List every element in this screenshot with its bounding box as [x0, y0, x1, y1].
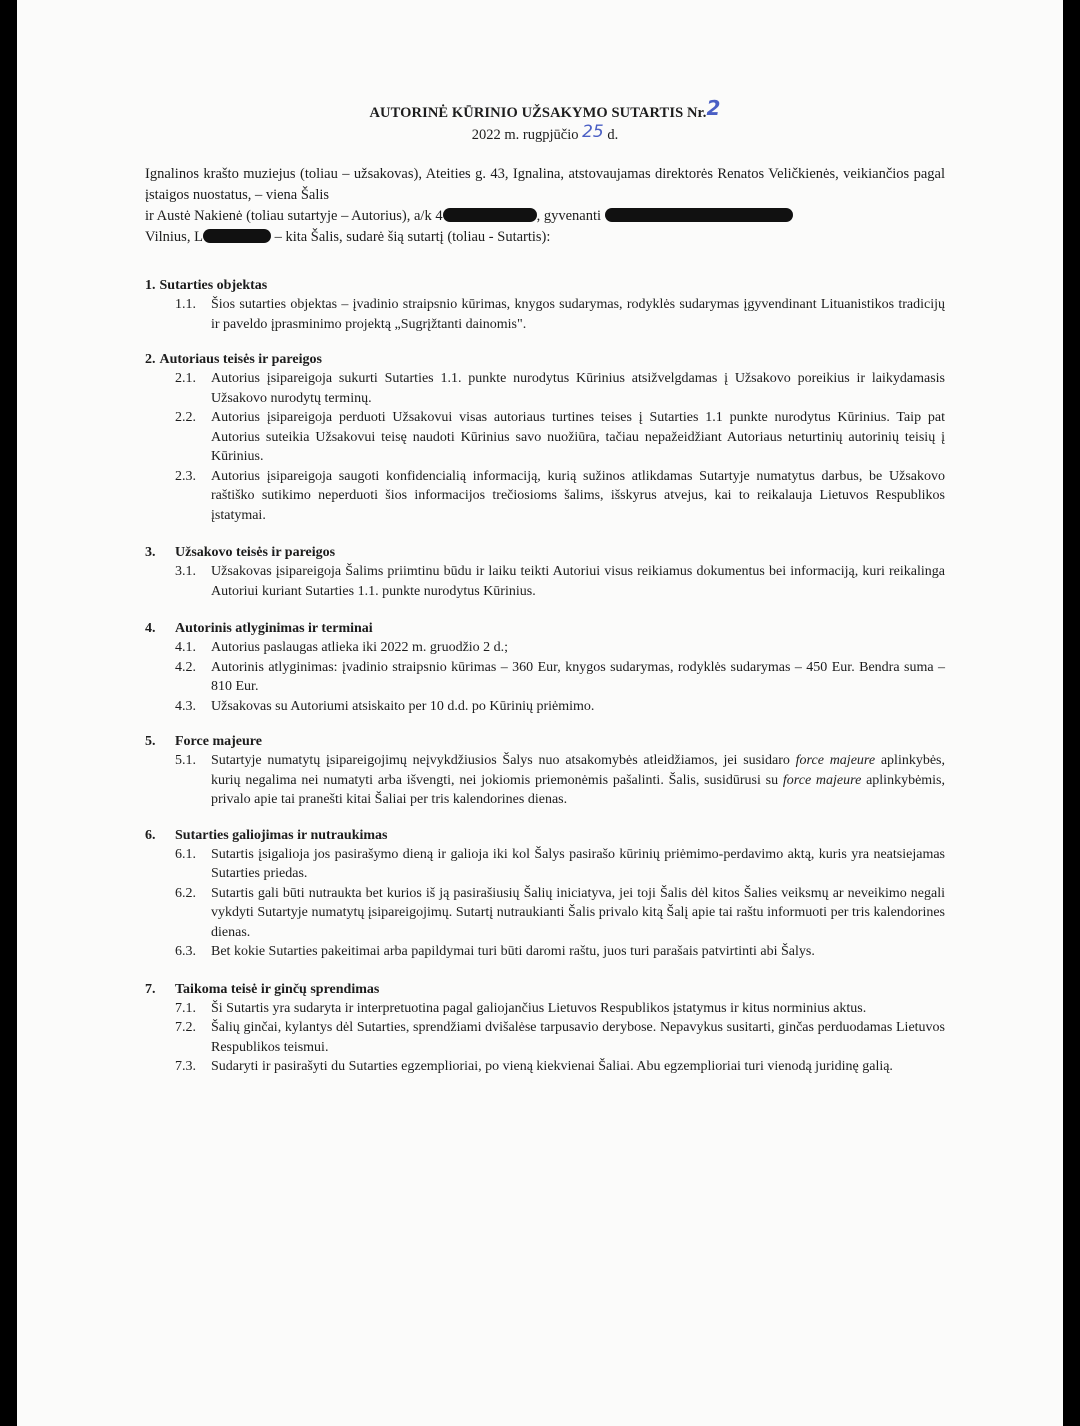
- section-6: [145, 826, 945, 962]
- italic-term: force majeure: [795, 753, 876, 768]
- clause: [175, 845, 945, 884]
- party-author-text: ir Austė Nakienė (toliau sutartyje – Autorius), a/k 4: [145, 208, 443, 224]
- date-suffix: d.: [607, 127, 619, 143]
- section-heading: Sutarties galiojimas ir nutraukimas: [175, 827, 388, 843]
- section-7: [145, 980, 945, 1077]
- clause-text: Sudaryti ir pasirašyti du Sutarties egzemplioriai, po vieną kiekvienai Šaliai. Abu egzemplioriai turi vienodą juridinę galią.: [211, 1059, 893, 1074]
- section-heading: Taikoma teisė ir ginčų sprendimas: [175, 981, 380, 997]
- clause: [175, 751, 945, 810]
- document-title: [145, 96, 945, 123]
- party-author: [145, 206, 945, 227]
- clause-number: 4.1.: [175, 640, 196, 655]
- section-heading: Užsakovo teisės ir pareigos: [175, 545, 336, 560]
- clause: [175, 295, 945, 334]
- clause-text: Autorius paslaugas atlieka iki 2022 m. gruodžio 2 d.;: [211, 640, 509, 655]
- redacted-street: [203, 229, 271, 243]
- clause-number: 7.3.: [175, 1059, 196, 1074]
- clause: [175, 369, 945, 408]
- party-closing: – kita Šalis, sudarė šią sutartį (toliau - Sutartis):: [274, 229, 551, 245]
- clause: [175, 467, 945, 526]
- clause-text: Sutartyje numatytų įsipareigojimų neįvykdžiusios Šalys nuo atsakomybės atleidžiamos, jei susidaro force majeure aplinkybės, kurių negalima nei numatyti arba išvengti, nei jokiomis priemonėmis pašalinti. Šalis, susidūrusi su force majeure aplinkybėmis, privalo apie tai pranešti kitai Šaliai per tris kalendorines dienas.: [211, 753, 946, 807]
- clause-number: 5.1.: [175, 753, 196, 768]
- clause-number: 1.1.: [175, 297, 196, 312]
- clause-text: Šios sutarties objektas – įvadinio straipsnio kūrimas, knygos sudarymas, rodyklės sudarymas įgyvendinant Lituanistikos tradicijų ir paveldo įprasminimo projektą „Sugrįžtanti dainomis".: [211, 297, 945, 332]
- clause: [175, 942, 945, 962]
- section-title: [145, 350, 945, 369]
- clause-text: Bet kokie Sutarties pakeitimai arba papildymai turi būti daromi raštu, juos turi parašais patvirtinti abi Šalys.: [211, 944, 815, 959]
- clause-text: Sutartis gali būti nutraukta bet kurios iš ją pasirašiusių Šalių iniciatyva, jei toji Šalis dėl kitos Šalies veiksmų ar neveikimo negali vykdyti Sutartyje numatytų įsipareigojimų. Sutartį nutraukianti Šalis privalo kitą Šalį apie tai raštu informuoti per tris kalendorines dienas.: [211, 885, 945, 940]
- clause-number: 6.3.: [175, 944, 196, 959]
- clause-number: 6.1.: [175, 846, 196, 862]
- clause-number: 4.3.: [175, 698, 196, 714]
- section-3: [145, 543, 945, 601]
- clause: [175, 697, 945, 717]
- redacted-address: [605, 208, 793, 222]
- section-number: 4.: [145, 621, 156, 636]
- clause: [175, 562, 945, 601]
- section-number: 3.: [145, 545, 156, 560]
- section-1: [145, 276, 945, 334]
- party-author-city-text: Vilnius, L: [145, 229, 203, 245]
- clause: [175, 408, 945, 467]
- section-number: 2.: [145, 352, 156, 367]
- clause: [175, 638, 945, 658]
- section-number: 5.: [145, 734, 156, 749]
- document-page: [17, 0, 1063, 1426]
- clause-number: 4.2.: [175, 659, 196, 675]
- italic-term: force majeure: [782, 772, 862, 788]
- section-title: [145, 276, 945, 295]
- section-heading: Autorinis atlyginimas ir terminai: [175, 621, 373, 636]
- party-customer: Ignalinos krašto muziejus (toliau – užsakovas), Ateities g. 43, Ignalina, atstovaujamas direktorės Renatos Veličkienės, veikiančios pagal įstaigos nuostatus, – viena Šalis: [145, 166, 945, 203]
- section-number: 1.: [145, 278, 156, 293]
- clause: [175, 999, 945, 1019]
- section-heading: Autoriaus teisės ir pareigos: [159, 352, 322, 367]
- clause-text: Užsakovas su Autoriumi atsiskaito per 10 d.d. po Kūrinių priėmimo.: [211, 698, 595, 714]
- section-items: [175, 638, 945, 716]
- clause: [175, 1057, 945, 1077]
- section-heading: Force majeure: [175, 734, 262, 749]
- clause-text: Sutartis įsigalioja jos pasirašymo dieną ir galioja iki kol Šalys pasirašo kūrinių priėmimo-perdavimo aktą, kuris yra neatsiejamas Sutarties priedas.: [211, 846, 945, 881]
- section-heading: Sutarties objektas: [159, 278, 268, 293]
- clause: [175, 658, 945, 697]
- clause-text: Šalių ginčai, kylantys dėl Sutarties, sprendžiami dvišalėse tarpusavio derybose. Nepavykus susitarti, ginčas perduodamas Lietuvos Respublikos teismui.: [211, 1020, 945, 1055]
- section-items: [175, 751, 945, 810]
- clause: [175, 1018, 945, 1057]
- clause-number: 7.2.: [175, 1020, 196, 1035]
- clause-text: Autorinis atlyginimas: įvadinio straipsnio kūrimas – 360 Eur, knygos sudarymas, rodyklės sudarymas – 450 Eur. Bendra suma – 810 Eur.: [211, 659, 945, 694]
- clause-number: 2.3.: [175, 468, 196, 484]
- document-date: [145, 123, 945, 146]
- sections-container: [145, 276, 945, 1077]
- section-5: [145, 732, 945, 810]
- clause-text: Užsakovas įsipareigoja Šalims priimtinu būdu ir laiku teikti Autoriui visus reikiamus dokumentus bei informaciją, kuri reikalinga Autoriui kuriant Sutarties 1.1. punkte nurodytus Kūrinius.: [211, 564, 945, 599]
- clause-text: Autorius įsipareigoja sukurti Sutarties 1.1. punkte nurodytus Kūrinius atsižvelgdamas į Užsakovo poreikius ir laikydamasis Užsakovo nurodytų terminų.: [211, 371, 945, 406]
- section-title: [145, 732, 945, 751]
- clause-number: 2.2.: [175, 410, 196, 425]
- handwritten-contract-number: 2: [706, 96, 721, 120]
- parties-block: [145, 164, 945, 248]
- section-items: [175, 845, 945, 962]
- handwritten-day: 25: [582, 122, 604, 142]
- section-number: 6.: [145, 827, 156, 843]
- title-text: AUTORINĖ KŪRINIO UŽSAKYMO SUTARTIS Nr.: [369, 105, 707, 121]
- section-items: [175, 999, 945, 1077]
- clause-text: Autorius įsipareigoja saugoti konfidencialią informaciją, kurią sužinos atlikdamas Sutartyje numatytus darbus, be Užsakovo raštiško sutikimo neperduoti šios informacijos trečiosioms šalims, išskyrus atvejus, kai to reikalauja Lietuvos Respublikos įstatymai.: [211, 468, 945, 523]
- section-items: [175, 369, 945, 525]
- clause-text: Autorius įsipareigoja perduoti Užsakovui visas autoriaus turtines teises į Sutarties 1.1 punkte nurodytus Kūrinius. Taip pat Autorius suteikia Užsakovui teisę naudoti Kūrinius savo nuožiūra, tačiau nepažeidžiant Autoriaus neturtinių autorinių teisių į Kūrinius.: [211, 410, 945, 464]
- date-prefix: 2022 m. rugpjūčio: [471, 127, 579, 143]
- section-items: [175, 295, 945, 334]
- section-title: [145, 826, 945, 845]
- section-4: [145, 619, 945, 716]
- section-number: 7.: [145, 981, 156, 997]
- section-title: [145, 980, 945, 999]
- clause-text: Ši Sutartis yra sudaryta ir interpretuotina pagal galiojančius Lietuvos Respublikos įstatymus ir kitus norminius aktus.: [211, 1000, 867, 1016]
- clause-number: 6.2.: [175, 885, 196, 901]
- section-title: [145, 543, 945, 562]
- section-title: [145, 619, 945, 638]
- party-author-city: [145, 227, 945, 248]
- clause-number: 3.1.: [175, 564, 196, 579]
- party-author-residence: , gyvenanti: [536, 208, 602, 224]
- clause-number: 7.1.: [175, 1000, 196, 1016]
- clause-number: 2.1.: [175, 371, 196, 386]
- redacted-personal-code: [443, 208, 537, 222]
- clause: [175, 884, 945, 943]
- document-content: [145, 96, 946, 1077]
- section-2: [145, 350, 945, 525]
- section-items: [175, 562, 945, 601]
